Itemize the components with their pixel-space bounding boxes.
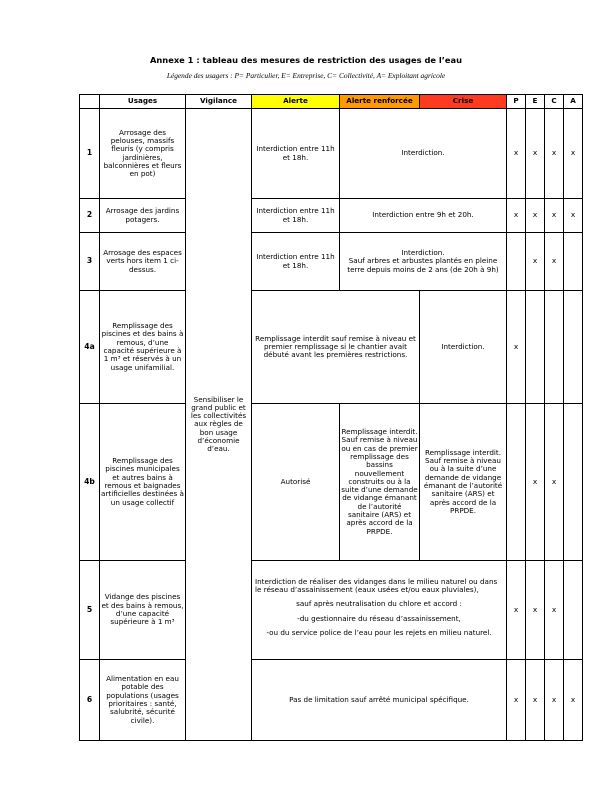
row-id: 4a	[80, 291, 100, 404]
no-limitation-cell: Pas de limitation sauf arrêté municipal spécifique.	[252, 660, 507, 741]
restriction-table	[79, 94, 583, 741]
usage-cell: Arrosage des espaces verts hors item 1 ci-dessus.	[100, 233, 186, 291]
e-cell: x	[526, 660, 545, 741]
renforcee-cell: Remplissage interdit. Sauf remise à niveau ou en cas de premier remplissage des bassins nouvellement construits ou à la suite d’une demande de vidange émanant de l’autorité sanitaire (ARS) et après accord de la PRPDE.	[340, 404, 420, 561]
e-cell: x	[526, 233, 545, 291]
usage-cell: Alimentation en eau potable des populations (usages prioritaires : santé, salubrité, sécurité civile).	[100, 660, 186, 741]
header-alerte-renforcee: Alerte renforcée	[340, 95, 420, 109]
vidange-line-1: Interdiction de réaliser des vidanges dans le milieu naturel ou dans le réseau d’assainissement (eaux usées et/ou eaux pluviales),	[255, 576, 498, 595]
vidange-line-4: -ou du service police de l’eau pour les rejets en milieu naturel.	[266, 627, 492, 637]
e-cell: x	[526, 109, 545, 199]
row-id: 1	[80, 109, 100, 199]
row-id: 6	[80, 660, 100, 741]
table-row	[80, 233, 583, 291]
crise-cell: Interdiction.	[420, 291, 507, 404]
usage-cell: Arrosage des pelouses, massifs fleuris (y compris jardinières, balconnières et fleurs en pot)	[100, 109, 186, 199]
row-id: 3	[80, 233, 100, 291]
vidange-line-3: -du gestionnaire du réseau d’assainissement,	[297, 613, 461, 623]
header-usages: Usages	[100, 95, 186, 109]
renforcee-crise-cell	[340, 233, 507, 291]
renforcee-crise-cell: Interdiction entre 9h et 20h.	[340, 199, 507, 233]
e-cell	[526, 291, 545, 404]
usage-cell: Remplissage des piscines municipales et autres bains à remous et baignades artificielles destinées à un usage collectif	[100, 404, 186, 561]
a-cell	[564, 233, 583, 291]
a-cell: x	[564, 199, 583, 233]
row-id: 5	[80, 561, 100, 660]
alerte-renforcee-cell: Remplissage interdit sauf remise à niveau et premier remplissage si le chantier avait débuté avant les premières restrictions.	[252, 291, 420, 404]
a-cell: x	[564, 109, 583, 199]
a-cell	[564, 291, 583, 404]
alerte-cell: Interdiction entre 11h et 18h.	[252, 233, 340, 291]
header-c: C	[545, 95, 564, 109]
renforcee-crise-line-1: Interdiction.	[401, 248, 445, 258]
header-a: A	[564, 95, 583, 109]
header-alerte: Alerte	[252, 95, 340, 109]
vidange-rules-cell	[252, 561, 507, 660]
row-id: 4b	[80, 404, 100, 561]
table-row	[80, 404, 583, 561]
c-cell: x	[545, 109, 564, 199]
p-cell	[507, 404, 526, 561]
p-cell: x	[507, 660, 526, 741]
alerte-cell: Interdiction entre 11h et 18h.	[252, 109, 340, 199]
a-cell: x	[564, 660, 583, 741]
p-cell: x	[507, 561, 526, 660]
renforcee-crise-cell: Interdiction.	[340, 109, 507, 199]
p-cell: x	[507, 291, 526, 404]
c-cell	[545, 291, 564, 404]
usage-cell: Remplissage des piscines et des bains à remous, d’une capacité supérieure à 1 m³ et réservés à un usage unifamilial.	[100, 291, 186, 404]
table-row	[80, 660, 583, 741]
table-row	[80, 199, 583, 233]
header-crise: Crise	[420, 95, 507, 109]
vigilance-cell: Sensibiliser le grand public et les collectivités aux règles de bon usage d’économie d’eau.	[186, 109, 252, 741]
table-row	[80, 561, 583, 660]
header-row	[80, 95, 583, 109]
usage-cell: Arrosage des jardins potagers.	[100, 199, 186, 233]
table-row	[80, 109, 583, 199]
c-cell: x	[545, 561, 564, 660]
crise-cell: Remplissage interdit. Sauf remise à niveau ou à la suite d’une demande de vidange émanant de l’autorité sanitaire (ARS) et après accord de la PRPDE.	[420, 404, 507, 561]
c-cell: x	[545, 660, 564, 741]
e-cell: x	[526, 199, 545, 233]
e-cell: x	[526, 561, 545, 660]
e-cell: x	[526, 404, 545, 561]
usage-cell: Vidange des piscines et des bains à remous, d’une capacité supérieure à 1 m³	[100, 561, 186, 660]
p-cell: x	[507, 109, 526, 199]
c-cell: x	[545, 233, 564, 291]
alerte-cell: Autorisé	[252, 404, 340, 561]
header-vigilance: Vigilance	[186, 95, 252, 109]
p-cell: x	[507, 199, 526, 233]
renforcee-crise-line-2: Sauf arbres et arbustes plantés en pleine terre depuis moins de 2 ans (de 20h à 9h)	[347, 256, 499, 274]
a-cell	[564, 404, 583, 561]
c-cell: x	[545, 404, 564, 561]
header-p: P	[507, 95, 526, 109]
legend-text: Légende des usagers : P= Particulier, E= Entreprise, C= Collectivité, A= Exploitant agricole	[166, 71, 446, 80]
a-cell	[564, 561, 583, 660]
p-cell	[507, 233, 526, 291]
header-num	[80, 95, 100, 109]
table-row	[80, 291, 583, 404]
header-e: E	[526, 95, 545, 109]
alerte-cell: Interdiction entre 11h et 18h.	[252, 199, 340, 233]
document-title: Annexe 1 : tableau des mesures de restriction des usages de l’eau	[149, 55, 463, 65]
vidange-line-2: sauf après neutralisation du chlore et accord :	[296, 599, 462, 609]
c-cell: x	[545, 199, 564, 233]
row-id: 2	[80, 199, 100, 233]
